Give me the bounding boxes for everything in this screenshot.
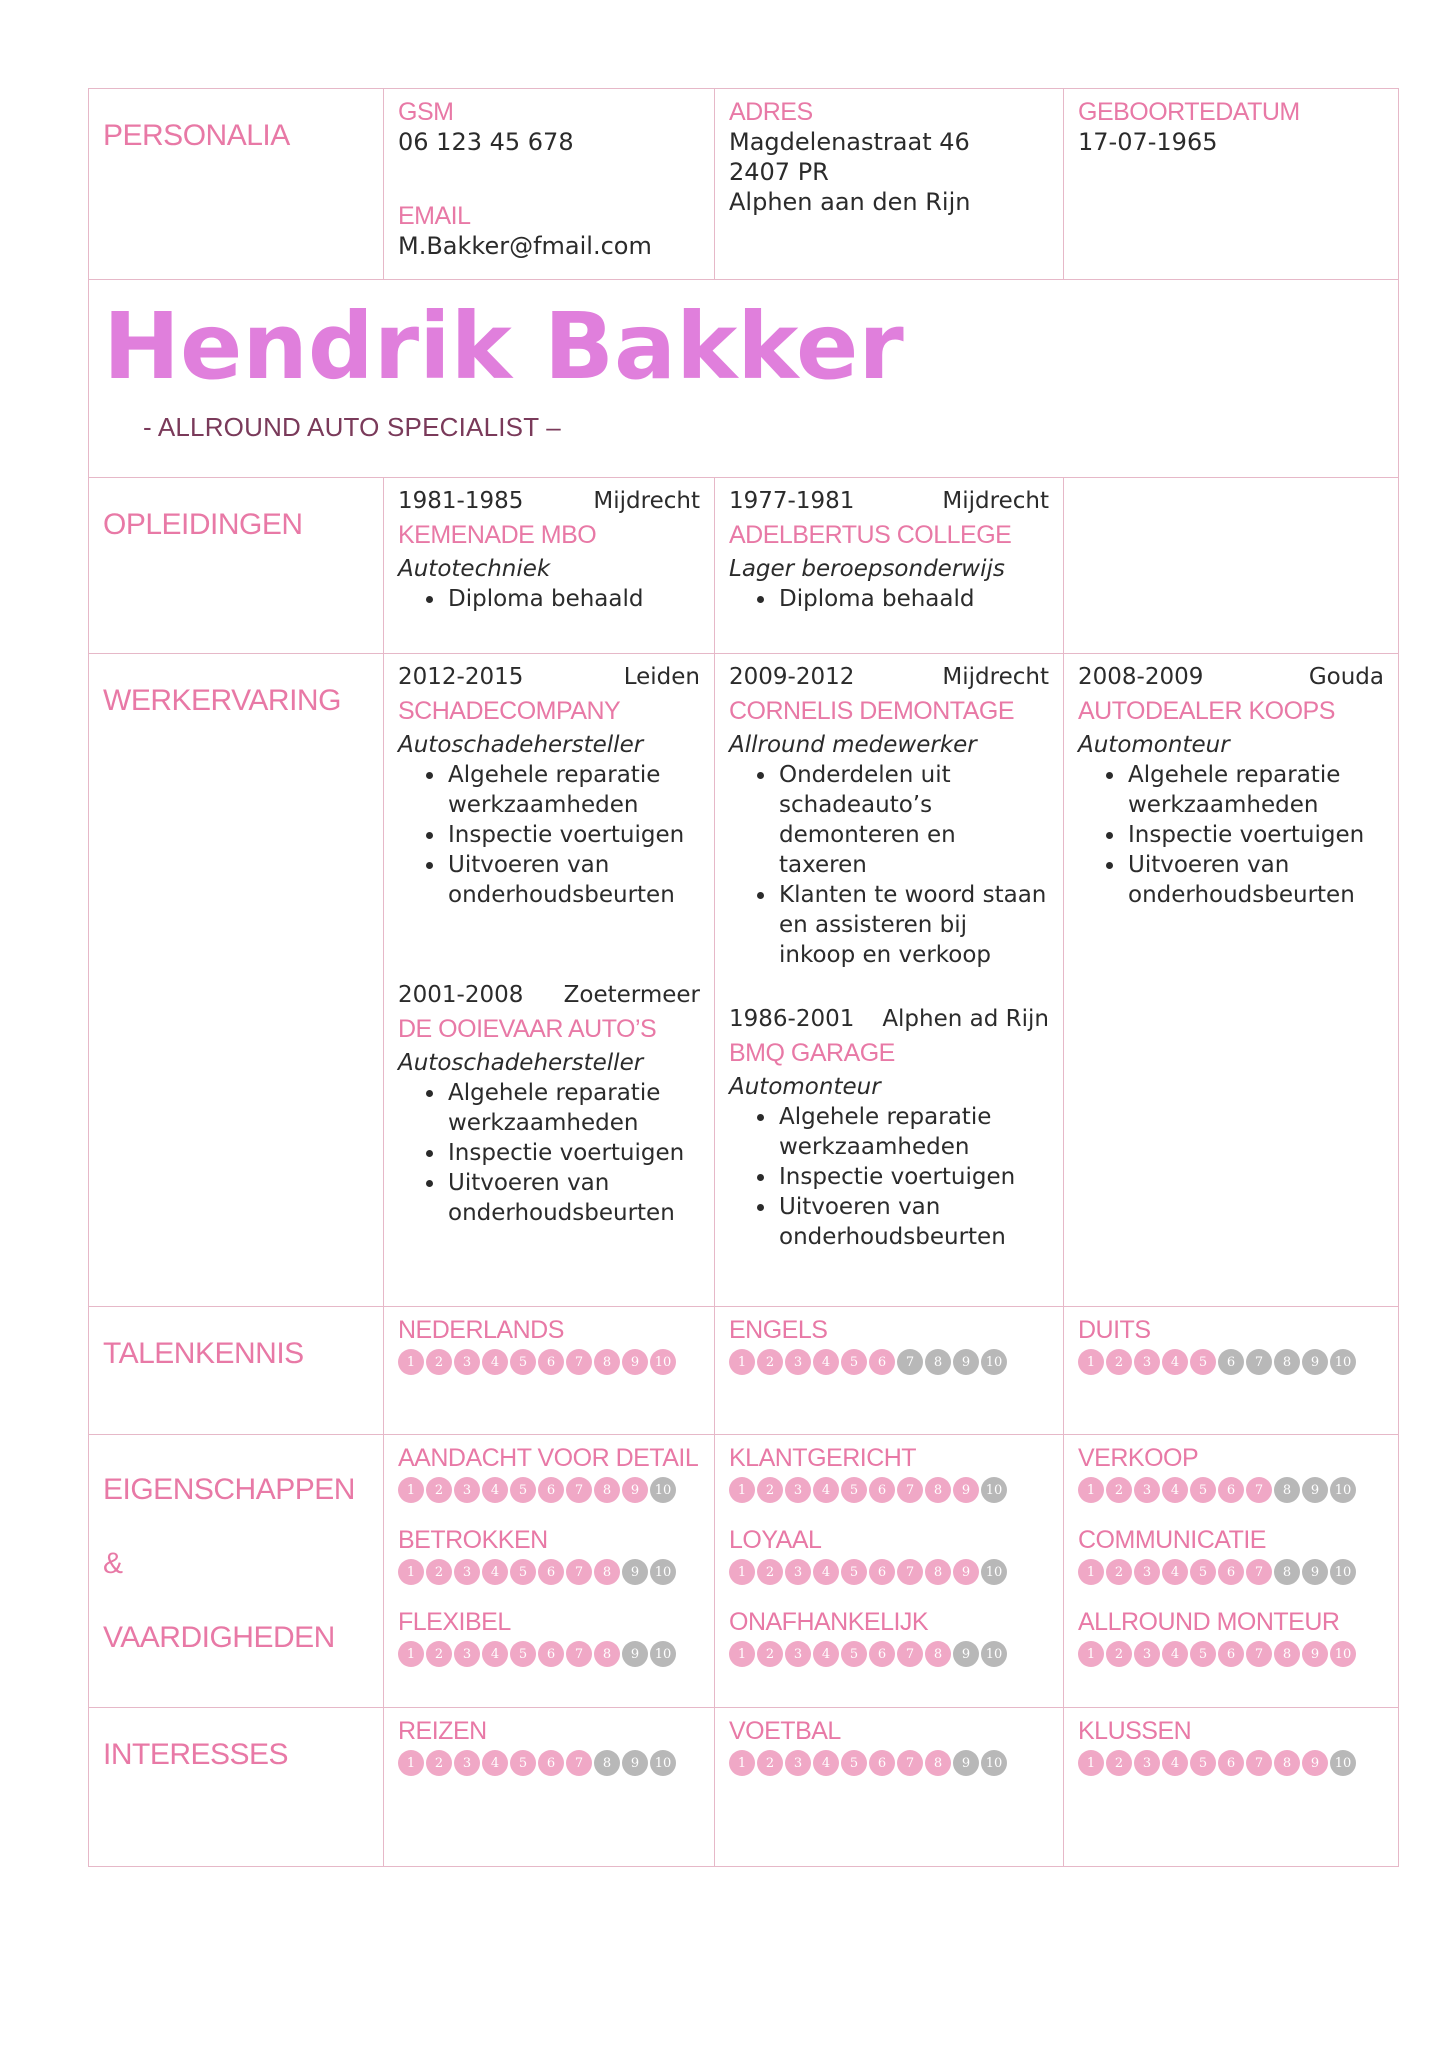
job-place: Alphen ad Rijn (882, 1006, 1049, 1032)
rating-dot-1: 1 (398, 1559, 424, 1585)
rating-dot-6: 6 (1218, 1477, 1244, 1503)
skills-column (715, 1435, 1064, 1708)
rating-dots (729, 1750, 1049, 1776)
job-entry (398, 980, 700, 1228)
rating-dot-2: 2 (426, 1750, 452, 1776)
job-years: 2009-2012 (729, 664, 855, 690)
language-cell (384, 1307, 715, 1435)
job-role: Automonteur (729, 1074, 881, 1100)
rating-dot-6: 6 (869, 1349, 895, 1375)
job-place: Leiden (623, 664, 700, 690)
rating-dot-10: 10 (650, 1349, 676, 1375)
rating-dot-10: 10 (1330, 1349, 1356, 1375)
rating-dot-2: 2 (1106, 1477, 1132, 1503)
language-cell (1064, 1307, 1399, 1435)
adres-line3: Alphen aan den Rijn (729, 188, 971, 216)
rating-dot-7: 7 (897, 1477, 923, 1503)
job-company: DE OOIEVAAR AUTO’S (398, 1015, 657, 1043)
gsm-label: GSM (398, 98, 454, 126)
rating-dot-1: 1 (1078, 1750, 1104, 1776)
job-years: 2001-2008 (398, 982, 524, 1008)
rating-dot-2: 2 (757, 1641, 783, 1667)
rating-dot-5: 5 (1190, 1750, 1216, 1776)
rating-dot-3: 3 (454, 1477, 480, 1503)
rating-dot-3: 3 (454, 1641, 480, 1667)
empty-cell (1064, 478, 1399, 654)
rating-dot-8: 8 (1274, 1641, 1300, 1667)
rating-dot-9: 9 (622, 1349, 648, 1375)
rating-dot-4: 4 (482, 1559, 508, 1585)
rating-dot-5: 5 (1190, 1641, 1216, 1667)
rating-dot-6: 6 (538, 1641, 564, 1667)
rating-dot-6: 6 (869, 1477, 895, 1503)
adres-line2: 2407 PR (729, 158, 829, 186)
rating-dot-4: 4 (813, 1641, 839, 1667)
rating-dot-5: 5 (510, 1641, 536, 1667)
rating-dot-4: 4 (813, 1750, 839, 1776)
rating-dot-7: 7 (566, 1559, 592, 1585)
rating-dot-9: 9 (953, 1750, 979, 1776)
job-bullet: • Algehele reparatie werkzaamheden (446, 1078, 700, 1138)
rating-dot-8: 8 (594, 1477, 620, 1503)
rating-dot-4: 4 (813, 1559, 839, 1585)
eigenschappen-heading-1: EIGENSCHAPPEN (103, 1473, 355, 1506)
language-label: NEDERLANDS (398, 1316, 564, 1344)
job-bullet: • Inspectie voertuigen (446, 820, 700, 850)
rating-dots (729, 1559, 1049, 1585)
job-bullet: • Uitvoeren van onderhoudsbeurten (446, 1168, 700, 1228)
rating-dot-3: 3 (1134, 1477, 1160, 1503)
rating-dot-10: 10 (650, 1477, 676, 1503)
job-bullet: • Uitvoeren van onderhoudsbeurten (1126, 850, 1384, 910)
job-title: - ALLROUND AUTO SPECIALIST – (143, 412, 561, 442)
rating-dot-3: 3 (454, 1349, 480, 1375)
interest-cell (384, 1708, 715, 1867)
work-column (715, 654, 1064, 1307)
rating-dot-7: 7 (1246, 1641, 1272, 1667)
job-bullet: • Inspectie voertuigen (1126, 820, 1384, 850)
rating-dot-8: 8 (1274, 1349, 1300, 1375)
job-entry (398, 662, 700, 910)
werkervaring-row (89, 654, 1399, 1307)
rating-dot-1: 1 (398, 1641, 424, 1667)
rating-dots (729, 1349, 1049, 1375)
rating-dot-1: 1 (398, 1477, 424, 1503)
job-entry (1078, 662, 1384, 910)
rating-dots (398, 1559, 700, 1585)
rating-dot-1: 1 (729, 1477, 755, 1503)
rating-dot-7: 7 (897, 1349, 923, 1375)
rating-dots (1078, 1349, 1384, 1375)
rating-dot-3: 3 (454, 1559, 480, 1585)
name-row (89, 280, 1399, 478)
skill-label: FLEXIBEL (398, 1608, 511, 1636)
rating-dot-8: 8 (925, 1750, 951, 1776)
interest-label: KLUSSEN (1078, 1717, 1192, 1745)
rating-dot-9: 9 (622, 1641, 648, 1667)
language-label: DUITS (1078, 1316, 1151, 1344)
opleidingen-row (89, 478, 1399, 654)
rating-dot-4: 4 (1162, 1559, 1188, 1585)
rating-dot-5: 5 (1190, 1559, 1216, 1585)
rating-dot-3: 3 (1134, 1641, 1160, 1667)
rating-dot-9: 9 (953, 1559, 979, 1585)
skill-label: AANDACHT VOOR DETAIL (398, 1444, 699, 1472)
rating-dot-8: 8 (594, 1559, 620, 1585)
rating-dot-7: 7 (897, 1750, 923, 1776)
edu-school: KEMENADE MBO (398, 521, 597, 549)
rating-dot-10: 10 (1330, 1477, 1356, 1503)
rating-dot-6: 6 (1218, 1750, 1244, 1776)
job-years: 2012-2015 (398, 664, 524, 690)
rating-dot-1: 1 (729, 1750, 755, 1776)
rating-dot-5: 5 (510, 1349, 536, 1375)
job-place: Gouda (1308, 664, 1384, 690)
job-bullet: • Onderdelen uit schadeauto’s demonteren en taxeren (777, 760, 1049, 880)
rating-dots (729, 1477, 1049, 1503)
rating-dot-2: 2 (426, 1349, 452, 1375)
rating-dot-9: 9 (622, 1477, 648, 1503)
rating-dot-1: 1 (1078, 1641, 1104, 1667)
rating-dot-5: 5 (1190, 1477, 1216, 1503)
rating-dot-2: 2 (757, 1477, 783, 1503)
rating-dot-10: 10 (981, 1641, 1007, 1667)
rating-dot-10: 10 (981, 1477, 1007, 1503)
rating-dots (398, 1641, 700, 1667)
rating-dot-10: 10 (1330, 1750, 1356, 1776)
rating-dot-1: 1 (1078, 1349, 1104, 1375)
job-entry (729, 662, 1049, 970)
rating-dot-9: 9 (1302, 1477, 1328, 1503)
rating-dots (398, 1477, 700, 1503)
job-company: CORNELIS DEMONTAGE (729, 697, 1015, 725)
rating-dot-4: 4 (813, 1477, 839, 1503)
job-bullet: • Uitvoeren van onderhoudsbeurten (446, 850, 700, 910)
rating-dot-7: 7 (897, 1641, 923, 1667)
rating-dot-1: 1 (729, 1349, 755, 1375)
rating-dot-3: 3 (1134, 1750, 1160, 1776)
rating-dot-2: 2 (1106, 1349, 1132, 1375)
skill-label: VERKOOP (1078, 1444, 1199, 1472)
rating-dot-10: 10 (981, 1559, 1007, 1585)
rating-dot-8: 8 (1274, 1750, 1300, 1776)
rating-dot-6: 6 (538, 1349, 564, 1375)
rating-dot-5: 5 (841, 1559, 867, 1585)
rating-dot-2: 2 (426, 1477, 452, 1503)
rating-dot-8: 8 (1274, 1559, 1300, 1585)
rating-dot-2: 2 (757, 1349, 783, 1375)
rating-dot-9: 9 (622, 1750, 648, 1776)
address-cell (715, 89, 1064, 280)
adres-line1: Magdelenastraat 46 (729, 128, 970, 156)
rating-dot-2: 2 (1106, 1559, 1132, 1585)
eigenschappen-row (89, 1435, 1399, 1708)
job-bullet: • Algehele reparatie werkzaamheden (1126, 760, 1384, 820)
rating-dot-1: 1 (398, 1750, 424, 1776)
rating-dot-4: 4 (482, 1750, 508, 1776)
contact-cell (384, 89, 715, 280)
job-company: AUTODEALER KOOPS (1078, 697, 1335, 725)
skills-column (384, 1435, 715, 1708)
rating-dot-2: 2 (426, 1559, 452, 1585)
job-role: Autoschadehersteller (398, 1050, 644, 1076)
rating-dot-2: 2 (1106, 1750, 1132, 1776)
education-item (715, 478, 1064, 654)
personalia-row (89, 89, 1399, 280)
rating-dot-3: 3 (785, 1750, 811, 1776)
rating-dot-8: 8 (594, 1641, 620, 1667)
rating-dot-2: 2 (757, 1750, 783, 1776)
edu-school: ADELBERTUS COLLEGE (729, 521, 1012, 549)
rating-dot-4: 4 (1162, 1750, 1188, 1776)
rating-dot-1: 1 (1078, 1559, 1104, 1585)
rating-dot-2: 2 (757, 1559, 783, 1585)
job-bullet: • Inspectie voertuigen (446, 1138, 700, 1168)
skill-label: BETROKKEN (398, 1526, 548, 1554)
skill-label: LOYAAL (729, 1526, 822, 1554)
cv-table (88, 88, 1399, 1867)
rating-dot-4: 4 (1162, 1349, 1188, 1375)
rating-dot-5: 5 (510, 1477, 536, 1503)
eigenschappen-heading-3: VAARDIGHEDEN (103, 1621, 335, 1654)
rating-dot-9: 9 (953, 1477, 979, 1503)
rating-dot-3: 3 (785, 1477, 811, 1503)
geboorte-value: 17-07-1965 (1078, 128, 1218, 156)
rating-dot-6: 6 (1218, 1349, 1244, 1375)
werkervaring-heading: WERKERVARING (89, 654, 384, 1307)
rating-dot-9: 9 (1302, 1641, 1328, 1667)
job-bullet: • Inspectie voertuigen (777, 1162, 1049, 1192)
rating-dot-7: 7 (566, 1349, 592, 1375)
rating-dot-9: 9 (1302, 1349, 1328, 1375)
edu-bullet: • Diploma behaald (446, 584, 700, 614)
job-years: 2008-2009 (1078, 664, 1204, 690)
interesses-heading: INTERESSES (89, 1708, 384, 1867)
email-value: M.Bakker@fmail.com (398, 232, 652, 260)
edu-years: 1981-1985 (398, 488, 524, 514)
edu-place: Mijdrecht (593, 488, 700, 514)
edu-place: Mijdrecht (942, 488, 1049, 514)
rating-dot-4: 4 (1162, 1477, 1188, 1503)
interest-label: VOETBAL (729, 1717, 841, 1745)
rating-dot-7: 7 (566, 1750, 592, 1776)
skill-label: ONAFHANKELIJK (729, 1608, 929, 1636)
rating-dot-10: 10 (1330, 1641, 1356, 1667)
job-bullet: • Algehele reparatie werkzaamheden (446, 760, 700, 820)
birthdate-cell (1064, 89, 1399, 280)
rating-dot-8: 8 (925, 1641, 951, 1667)
job-place: Zoetermeer (563, 982, 700, 1008)
rating-dots (1078, 1559, 1384, 1585)
eigenschappen-heading (89, 1435, 384, 1708)
edu-years: 1977-1981 (729, 488, 855, 514)
rating-dot-7: 7 (1246, 1477, 1272, 1503)
interest-cell (715, 1708, 1064, 1867)
rating-dot-6: 6 (869, 1641, 895, 1667)
personalia-heading: PERSONALIA (89, 89, 384, 280)
rating-dot-6: 6 (869, 1559, 895, 1585)
rating-dots (729, 1641, 1049, 1667)
rating-dot-9: 9 (1302, 1750, 1328, 1776)
rating-dot-3: 3 (1134, 1559, 1160, 1585)
geboorte-label: GEBOORTEDATUM (1078, 98, 1300, 126)
skill-label: ALLROUND MONTEUR (1078, 1608, 1340, 1636)
job-bullet: • Klanten te woord staan en assisteren bij inkoop en verkoop (777, 880, 1049, 970)
email-label: EMAIL (398, 202, 471, 230)
edu-study: Lager beroepsonderwijs (729, 556, 1005, 582)
rating-dot-9: 9 (953, 1641, 979, 1667)
rating-dot-5: 5 (841, 1477, 867, 1503)
work-column (1064, 654, 1399, 1307)
rating-dot-8: 8 (925, 1477, 951, 1503)
rating-dot-7: 7 (1246, 1559, 1272, 1585)
interest-label: REIZEN (398, 1717, 487, 1745)
rating-dot-1: 1 (729, 1641, 755, 1667)
rating-dot-6: 6 (1218, 1641, 1244, 1667)
rating-dot-4: 4 (813, 1349, 839, 1375)
job-company: SCHADECOMPANY (398, 697, 621, 725)
rating-dot-8: 8 (594, 1750, 620, 1776)
eigenschappen-heading-2: & (103, 1547, 123, 1580)
rating-dot-5: 5 (841, 1750, 867, 1776)
rating-dot-5: 5 (1190, 1349, 1216, 1375)
rating-dot-10: 10 (650, 1750, 676, 1776)
rating-dot-9: 9 (953, 1349, 979, 1375)
rating-dot-1: 1 (398, 1349, 424, 1375)
work-column (384, 654, 715, 1307)
job-role: Automonteur (1078, 732, 1230, 758)
person-name: Hendrik Bakker (103, 293, 904, 400)
rating-dot-3: 3 (785, 1641, 811, 1667)
edu-bullet: • Diploma behaald (777, 584, 1049, 614)
rating-dot-5: 5 (841, 1641, 867, 1667)
rating-dot-5: 5 (510, 1559, 536, 1585)
rating-dot-4: 4 (482, 1641, 508, 1667)
name-cell (89, 280, 1399, 478)
rating-dot-6: 6 (1218, 1559, 1244, 1585)
opleidingen-heading: OPLEIDINGEN (89, 478, 384, 654)
rating-dot-4: 4 (482, 1349, 508, 1375)
rating-dot-7: 7 (566, 1641, 592, 1667)
rating-dot-10: 10 (981, 1349, 1007, 1375)
rating-dot-3: 3 (785, 1559, 811, 1585)
rating-dot-10: 10 (650, 1559, 676, 1585)
rating-dot-8: 8 (1274, 1477, 1300, 1503)
rating-dot-6: 6 (538, 1477, 564, 1503)
rating-dot-6: 6 (869, 1750, 895, 1776)
rating-dot-5: 5 (841, 1349, 867, 1375)
rating-dot-3: 3 (785, 1349, 811, 1375)
rating-dots (398, 1349, 700, 1375)
skill-label: COMMUNICATIE (1078, 1526, 1266, 1554)
rating-dot-2: 2 (1106, 1641, 1132, 1667)
language-label: ENGELS (729, 1316, 828, 1344)
interesses-row (89, 1708, 1399, 1867)
rating-dot-10: 10 (1330, 1559, 1356, 1585)
talenkennis-heading: TALENKENNIS (89, 1307, 384, 1435)
job-entry (729, 1004, 1049, 1252)
skills-column (1064, 1435, 1399, 1708)
rating-dot-3: 3 (454, 1750, 480, 1776)
rating-dot-7: 7 (897, 1559, 923, 1585)
rating-dot-4: 4 (1162, 1641, 1188, 1667)
job-bullet: • Algehele reparatie werkzaamheden (777, 1102, 1049, 1162)
job-years: 1986-2001 (729, 1006, 855, 1032)
rating-dot-9: 9 (1302, 1559, 1328, 1585)
rating-dots (398, 1750, 700, 1776)
job-bullet: • Uitvoeren van onderhoudsbeurten (777, 1192, 1049, 1252)
rating-dots (1078, 1750, 1384, 1776)
rating-dot-8: 8 (594, 1349, 620, 1375)
rating-dot-1: 1 (729, 1559, 755, 1585)
rating-dot-4: 4 (482, 1477, 508, 1503)
rating-dot-8: 8 (925, 1559, 951, 1585)
rating-dot-6: 6 (538, 1750, 564, 1776)
rating-dot-3: 3 (1134, 1349, 1160, 1375)
interest-cell (1064, 1708, 1399, 1867)
education-item (384, 478, 715, 654)
edu-study: Autotechniek (398, 556, 551, 582)
skill-label: KLANTGERICHT (729, 1444, 917, 1472)
talenkennis-row (89, 1307, 1399, 1435)
job-company: BMQ GARAGE (729, 1039, 895, 1067)
language-cell (715, 1307, 1064, 1435)
rating-dot-9: 9 (622, 1559, 648, 1585)
gsm-value: 06 123 45 678 (398, 128, 574, 156)
rating-dot-7: 7 (566, 1477, 592, 1503)
rating-dot-5: 5 (510, 1750, 536, 1776)
rating-dot-6: 6 (538, 1559, 564, 1585)
rating-dot-8: 8 (925, 1349, 951, 1375)
rating-dot-1: 1 (1078, 1477, 1104, 1503)
rating-dots (1078, 1477, 1384, 1503)
rating-dot-10: 10 (981, 1750, 1007, 1776)
job-role: Autoschadehersteller (398, 732, 644, 758)
adres-label: ADRES (729, 98, 813, 126)
job-role: Allround medewerker (729, 732, 977, 758)
rating-dot-7: 7 (1246, 1349, 1272, 1375)
job-place: Mijdrecht (942, 664, 1049, 690)
rating-dots (1078, 1641, 1384, 1667)
rating-dot-7: 7 (1246, 1750, 1272, 1776)
rating-dot-2: 2 (426, 1641, 452, 1667)
rating-dot-10: 10 (650, 1641, 676, 1667)
